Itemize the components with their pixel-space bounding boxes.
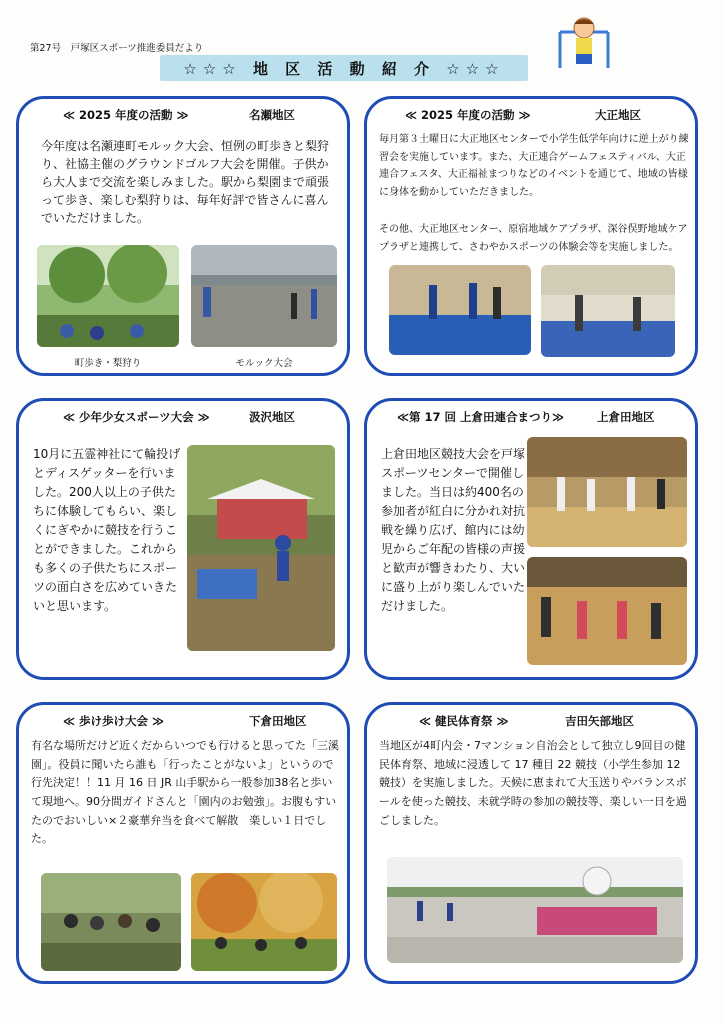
card-district: 吉田矢部地区	[565, 714, 634, 728]
photo-sankeien-garden	[191, 873, 337, 971]
card-yoshidayabe	[364, 702, 698, 984]
card-text: 当地区が4町内会・7マンション自治会として独立し9回目の健民体育祭、地域に浸透して 17 種目 22 競技（小学生参加 12 競技）を実施しました。天候に恵まれて大玉送りやバランスボールを使った競技、未就学時の参加の競技等、楽しい一日を過ごしました。	[379, 739, 687, 827]
card-title: ≪ 2025 年度の活動 ≫	[63, 108, 189, 122]
photo-sports-field	[387, 857, 683, 963]
card-text: 上倉田地区競技大会を戸塚スポーツセンターで開催しました。当日は約400名の参加者が紅白に分かれ対抗戦を繰り広げ、館内には幼児からご年配の皆様の声援と歓声が響きわたり、大いに盛り上がり楽しんでいただけました。	[381, 447, 526, 613]
photo-hall-bottom	[527, 557, 687, 665]
card-district: 汲沢地区	[249, 410, 295, 424]
card-kamikurata	[364, 398, 698, 680]
mascot-icon	[556, 14, 612, 70]
card-text: 毎月第３土曜日に大正地区センターで小学生低学年向けに逆上がり練習会を実施しています。また、大正連合ゲームフェスティバル、大正連合フェスタ、大正福祉まつりなどのイベントを通じて、地域の皆様に身体を動かしていただきました。	[379, 134, 689, 198]
card-district: 大正地区	[595, 108, 641, 122]
card-title: ≪ 健民体育祭 ≫	[419, 714, 509, 728]
photo-molkky	[191, 245, 337, 347]
card-title: ≪ 少年少女スポーツ大会 ≫	[63, 410, 210, 424]
card-district: 下倉田地区	[249, 714, 307, 728]
caption-molkky: モルック大会	[235, 358, 293, 369]
caption-walk: 町歩き・梨狩り	[74, 358, 142, 369]
card-title: ≪ 2025 年度の活動 ≫	[405, 108, 531, 122]
card-text: 今年度は名瀬連町モルック大会、恒例の町歩きと梨狩り、社協主催のグラウンドゴルフ大会を開催。子供から大人まで交流を楽しみました。駅から梨園まで頑張って歩き、楽しむ梨狩りは、毎年好評で皆さんに喜んでいただけました。	[41, 139, 330, 225]
card-nase	[16, 96, 350, 376]
card-district: 名瀬地区	[249, 108, 295, 122]
card-text: 有名な場所だけど近くだからいつでも行けると思ってた「三溪園」。役員に聞いたら誰も「行ったことがないよ」というので行先決定！！11 月 16 日 JR 山手駅から一般参加38名と歩いて現地へ。90分間ガイドさんと「園内のお勉強」。お腹もすいたのでおいしい×２豪華弁当を食べて解散 楽しい１日でした。	[31, 739, 339, 846]
card-text: 10月に五霊神社にて輪投げとディスゲッターを行いました。200人以上の子供たちに体験してもらい、楽しくにぎやかに競技を行うことができました。これからも多くの子供たちにスポーツの面白さを広めていきたいと思います。	[33, 447, 181, 613]
photo-walk	[37, 245, 179, 347]
card-title: ≪ 歩け歩け大会 ≫	[63, 714, 165, 728]
issue-label: 第27号 戸塚区スポーツ推進委員だより	[30, 43, 204, 54]
photo-sankeien-group	[41, 873, 181, 971]
card-taisho	[364, 96, 698, 376]
card-district: 上倉田地区	[597, 410, 655, 424]
card-gumizawa	[16, 398, 350, 680]
photo-gym-left	[389, 265, 531, 355]
card-shimokurata	[16, 702, 350, 984]
photo-hall-top	[527, 437, 687, 547]
section-banner: ☆☆☆ 地 区 活 動 紹 介 ☆☆☆	[160, 55, 528, 81]
photo-gym-right	[541, 265, 675, 357]
card-text-extra: その他、大正地区センター、原宿地域ケアプラザ、深谷俣野地域ケアプラザと連携して、さわやかスポーツの体験会等を実施しました。	[379, 224, 688, 253]
card-title: ≪第 17 回 上倉田連合まつり≫	[397, 410, 565, 424]
photo-shrine	[187, 445, 335, 651]
